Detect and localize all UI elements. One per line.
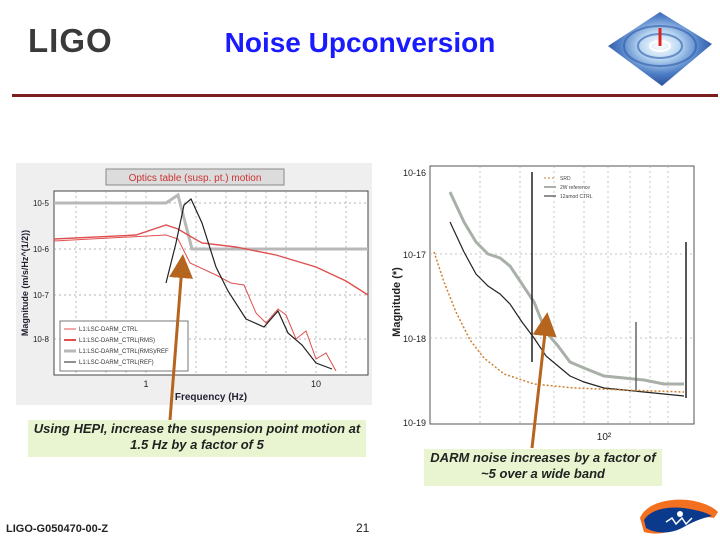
right-arrow	[532, 324, 546, 448]
callout-right: DARM noise increases by a factor of ~5 over a wide band	[424, 449, 662, 486]
y-axis-label: Magnitude (m/s/Hz^(1/2))	[20, 229, 30, 337]
legend-item: 2W reference	[560, 185, 591, 191]
plot-header: Optics table (susp. pt.) motion	[128, 173, 262, 184]
y-axis-label: Magnitude (*)	[391, 267, 403, 337]
legend-item: L1:LSC-DARM_CTRL(RMS)/REF	[79, 349, 169, 355]
page-number: 21	[356, 521, 370, 535]
left-arrow	[170, 266, 182, 420]
legend-item: 12amod CTRL	[560, 194, 593, 200]
y-tick: 10-17	[402, 250, 426, 260]
y-tick: 10-19	[402, 418, 426, 428]
legend-item: SRD	[560, 176, 571, 182]
y-tick: 10-5	[32, 199, 49, 208]
legend-item: L1:LSC-DARM_CTRL(REF)	[79, 360, 154, 366]
y-tick: 10-7	[32, 291, 49, 300]
x-tick: 1	[143, 379, 149, 389]
legend-item: L1:LSC-DARM_CTRL(RMS)	[79, 338, 156, 344]
footer-document-id: LIGO-G050470-00-Z	[6, 523, 109, 535]
y-tick: 10-6	[32, 245, 49, 254]
legend-item: L1:LSC-DARM_CTRL	[79, 327, 138, 333]
x-tick: 10	[310, 379, 322, 389]
y-tick: 10-16	[402, 168, 426, 178]
y-tick: 10-8	[32, 335, 49, 344]
y-tick: 10-18	[402, 334, 426, 344]
ligo-logo: LIGO	[28, 22, 113, 59]
x-tick: 10²	[596, 432, 612, 443]
x-axis-label: Frequency (Hz)	[174, 392, 248, 403]
slide-title: Noise Upconversion	[224, 27, 496, 58]
callout-left: Using HEPI, increase the suspension point motion at 1.5 Hz by a factor of 5	[28, 420, 366, 457]
gator-logo-icon	[636, 488, 720, 540]
